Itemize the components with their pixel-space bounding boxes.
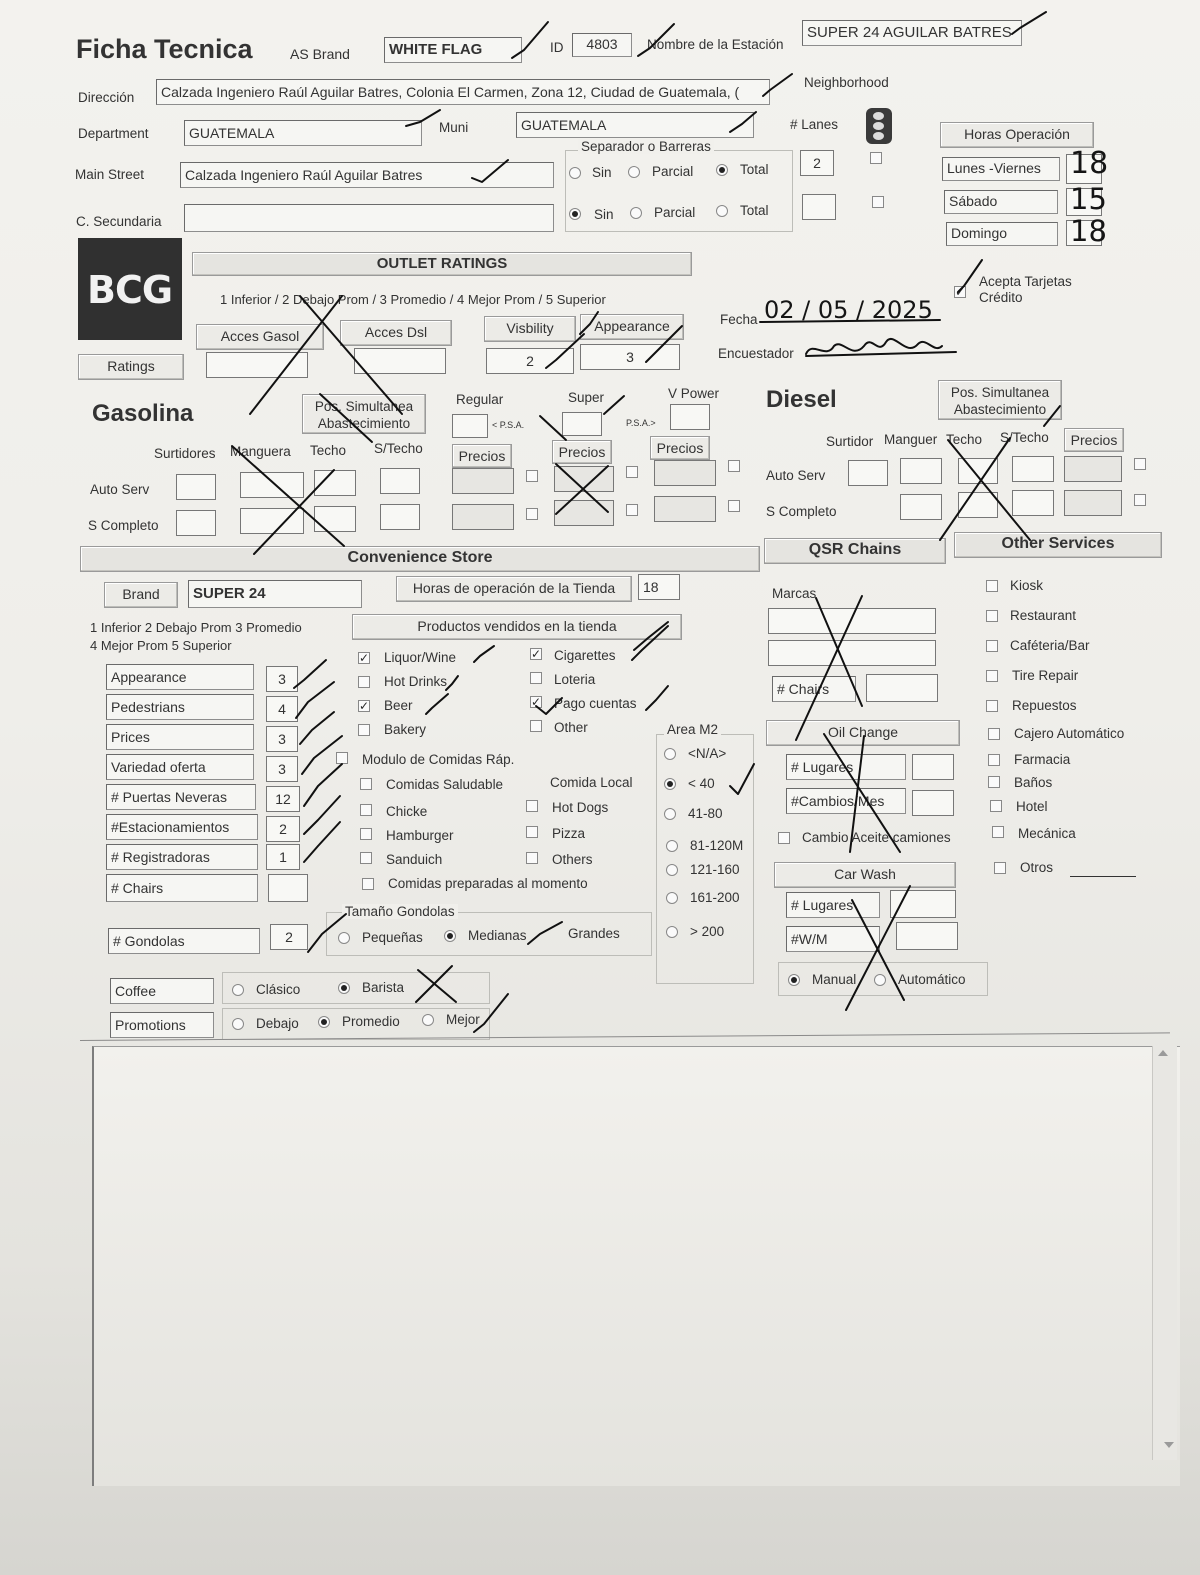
saturday-label: Sábado — [944, 190, 1058, 214]
ink-check-liquor — [474, 646, 494, 662]
oil-lugares-label: # Lugares — [786, 754, 906, 780]
department-label: Department — [78, 126, 149, 141]
brand-field[interactable]: WHITE FLAG — [384, 37, 522, 63]
loteria-label: Loteria — [554, 672, 596, 687]
hotel-checkbox[interactable] — [990, 800, 1002, 812]
others-food-label: Others — [552, 852, 593, 867]
ratings-scale-text: 1 Inferior / 2 Debajo Prom / 3 Promedio / 4 Mejor Prom / 5 Superior — [220, 292, 606, 307]
coffee-label: Coffee — [110, 978, 214, 1004]
saturday-hours-value: 15 — [1070, 182, 1107, 216]
acces-dsl-field[interactable] — [354, 348, 446, 374]
convenience-store-title: Convenience Store — [80, 546, 760, 572]
separator1-parcial-label: Parcial — [652, 164, 694, 179]
separator-label: Separador o Barreras — [578, 139, 714, 154]
hotel-label: Hotel — [1016, 799, 1048, 814]
area-81-120-label: 81-120M — [690, 838, 744, 853]
gondola-small-radio[interactable] — [338, 932, 350, 944]
loteria-checkbox[interactable] — [530, 672, 542, 684]
bakery-checkbox[interactable] — [358, 724, 370, 736]
gas-regular-field[interactable] — [452, 414, 488, 438]
encuestador-label: Encuestador — [718, 346, 794, 361]
gas-precios-super: Precios — [552, 440, 612, 464]
secondary-street-field[interactable] — [184, 204, 554, 232]
gas-pos-simultanea: Pos. Simultanea Abastecimiento — [302, 394, 426, 434]
diesel-auto-checkbox[interactable] — [1134, 458, 1146, 470]
promo-mejor-label: Mejor — [446, 1012, 480, 1027]
pago-cuentas-label: Pago cuentas — [554, 696, 637, 711]
separator2-total-label: Total — [740, 203, 769, 218]
hours-title: Horas Operación — [940, 122, 1094, 148]
prepared-food-label: Comidas preparadas al momento — [388, 876, 588, 891]
gas-full-surtidores[interactable] — [176, 510, 216, 536]
food-module-label: Modulo de Comidas Ráp. — [362, 752, 515, 767]
diesel-full-stecho[interactable] — [1012, 490, 1054, 516]
coffee-clasico-radio[interactable] — [232, 984, 244, 996]
ink-check-beer — [426, 694, 448, 714]
farmacia-label: Farmacia — [1014, 752, 1071, 767]
metric-label-registradoras: # Registradoras — [106, 844, 258, 870]
coffee-clasico-label: Clásico — [256, 982, 301, 997]
area-81-120-radio[interactable] — [666, 840, 678, 852]
diesel-full-price[interactable] — [1064, 490, 1122, 516]
area-lt40-radio[interactable] — [664, 778, 676, 790]
carwash-auto-label: Automático — [898, 972, 966, 987]
scroll-up-icon[interactable] — [1158, 1050, 1168, 1056]
gas-full-price-super[interactable] — [554, 500, 614, 526]
visibility-header: Visbility — [484, 316, 576, 342]
promo-promedio-radio[interactable] — [318, 1016, 330, 1028]
gas-psa-right: P.S.A.> — [626, 418, 656, 428]
ink-cross-gas-super — [604, 396, 624, 414]
acces-gasol-header: Acces Gasol — [196, 324, 324, 350]
fecha-label: Fecha — [720, 312, 758, 327]
metric-value-puertas[interactable]: 12 — [266, 786, 300, 812]
sunday-label: Domingo — [946, 222, 1058, 246]
healthy-food-checkbox[interactable] — [360, 778, 372, 790]
banos-checkbox[interactable] — [988, 776, 1000, 788]
lanes-checkbox-2[interactable] — [872, 196, 884, 208]
separator2-sin-label: Sin — [594, 207, 614, 222]
sandwich-checkbox[interactable] — [360, 852, 372, 864]
carwash-lugares-label: # Lugares — [786, 892, 880, 918]
muni-label: Muni — [439, 120, 469, 135]
prepared-food-checkbox[interactable] — [362, 878, 374, 890]
accepts-cards-checkbox[interactable]: ✓ — [955, 285, 966, 299]
metric-value-chairs[interactable] — [268, 874, 308, 902]
main-street-label: Main Street — [75, 167, 145, 182]
other-product-label: Other — [554, 720, 588, 735]
id-label: ID — [550, 40, 564, 55]
oil-cambios-label: #Cambios/Mes — [786, 788, 906, 814]
gas-full-super-checkbox[interactable] — [626, 504, 638, 516]
accepts-cards-label: Acepta Tarjetas Crédito — [979, 274, 1072, 305]
carwash-wm-label: #W/M — [786, 926, 880, 952]
food-module-checkbox[interactable] — [336, 752, 348, 764]
beer-checkbox[interactable]: ✓ — [359, 699, 370, 713]
store-scale-line2: 4 Mejor Prom 5 Superior — [90, 638, 232, 653]
bcg-logo — [78, 238, 182, 340]
separator1-parcial-radio[interactable] — [628, 166, 640, 178]
promo-mejor-radio[interactable] — [422, 1014, 434, 1026]
diesel-col-surtidor: Surtidor — [826, 434, 874, 449]
gas-auto-surtidores[interactable] — [176, 474, 216, 500]
gas-col-surtidores: Surtidores — [154, 446, 216, 461]
hot-dogs-label: Hot Dogs — [552, 800, 609, 815]
products-sold-header: Productos vendidos en la tienda — [352, 614, 682, 640]
gas-auto-serv-label: Auto Serv — [90, 482, 150, 497]
metric-value-variedad[interactable]: 3 — [266, 756, 298, 782]
sandwich-label: Sanduich — [386, 852, 443, 867]
scroll-down-icon[interactable] — [1164, 1442, 1174, 1448]
brand-label: AS Brand — [290, 46, 350, 62]
gas-col-stecho: S/Techo — [374, 441, 423, 456]
kiosk-checkbox[interactable] — [986, 580, 998, 592]
lanes-field-2[interactable] — [802, 194, 836, 220]
gas-full-vpower-checkbox[interactable] — [728, 500, 740, 512]
others-food-checkbox[interactable] — [526, 852, 538, 864]
gas-full-regular-checkbox[interactable] — [526, 508, 538, 520]
diesel-auto-manguer[interactable] — [900, 458, 942, 484]
ink-check-metric-estac — [304, 796, 340, 834]
mecanica-label: Mecánica — [1018, 826, 1076, 841]
gas-auto-price-regular[interactable] — [452, 468, 514, 494]
oil-cambios-field[interactable] — [912, 790, 954, 816]
gondola-size-label: Tamaño Gondolas — [342, 904, 458, 919]
diesel-col-manguer: Manguer — [884, 432, 938, 447]
area-na-label: <N/A> — [688, 746, 727, 761]
hot-dogs-checkbox[interactable] — [526, 800, 538, 812]
weekdays-hours-value: 18 — [1070, 146, 1109, 181]
ink-signature — [806, 339, 956, 356]
visibility-field[interactable]: 2 — [486, 348, 574, 374]
gondola-small-label: Pequeñas — [362, 930, 423, 945]
promo-debajo-radio[interactable] — [232, 1018, 244, 1030]
other-product-checkbox[interactable] — [530, 720, 542, 732]
diesel-precios: Precios — [1064, 428, 1124, 452]
atm-checkbox[interactable] — [988, 728, 1000, 740]
gas-s-completo-label: S Completo — [88, 518, 159, 533]
gas-auto-manguera[interactable] — [240, 472, 304, 498]
coffee-barista-label: Barista — [362, 980, 405, 995]
ratings-row-label: Ratings — [78, 354, 184, 380]
gas-vpower-field[interactable] — [670, 404, 710, 430]
diesel-auto-stecho[interactable] — [1012, 456, 1054, 482]
metric-value-registradoras[interactable]: 1 — [266, 844, 300, 870]
appearance-field[interactable]: 3 — [580, 344, 680, 370]
truck-oil-change-label: Cambio Aceite camiones — [802, 830, 951, 845]
repuestos-checkbox[interactable] — [986, 700, 998, 712]
diesel-col-techo: Techo — [946, 432, 983, 447]
metric-label-variedad: Variedad oferta — [106, 754, 254, 780]
station-label: Nombre de la Estación — [647, 37, 784, 52]
chicken-label: Chicke — [386, 804, 428, 819]
cigarettes-checkbox[interactable]: ✓ — [531, 647, 542, 661]
area-gt200-label: > 200 — [690, 924, 725, 939]
area-label: Area M2 — [664, 722, 721, 737]
otros-underline — [1070, 876, 1136, 877]
gas-auto-stecho[interactable] — [380, 468, 420, 494]
gas-auto-price-super[interactable] — [554, 466, 614, 492]
marcas-field-1[interactable] — [768, 608, 936, 634]
carwash-auto-radio[interactable] — [874, 974, 886, 986]
area-161-200-radio[interactable] — [666, 892, 678, 904]
bcg-logo-text: BCG — [87, 268, 173, 312]
diesel-pos-simultanea: Pos. Simultanea Abastecimiento — [938, 380, 1062, 420]
metric-label-pedestrians: Pedestrians — [106, 694, 254, 720]
mecanica-checkbox[interactable] — [992, 826, 1004, 838]
pizza-checkbox[interactable] — [526, 826, 538, 838]
promo-promedio-label: Promedio — [342, 1014, 400, 1029]
diesel-auto-price[interactable] — [1064, 456, 1122, 482]
acces-dsl-header: Acces Dsl — [340, 320, 452, 346]
id-field[interactable]: 4803 — [572, 33, 632, 57]
store-hours-label: Horas de operación de la Tienda — [396, 576, 632, 602]
qsr-chains-title: QSR Chains — [764, 538, 946, 564]
separator1-sin-label: Sin — [592, 165, 612, 180]
hot-drinks-checkbox[interactable] — [358, 676, 370, 688]
promo-debajo-label: Debajo — [256, 1016, 299, 1031]
ink-check-hot-drinks — [446, 676, 458, 690]
diesel-auto-surtidor[interactable] — [848, 460, 888, 486]
separator1-sin-radio[interactable] — [569, 167, 581, 179]
atm-label: Cajero Automático — [1014, 726, 1125, 741]
store-hours-field[interactable]: 18 — [638, 574, 680, 600]
carwash-wm-field[interactable] — [896, 922, 958, 950]
appearance-header: Appearance — [580, 314, 684, 340]
marcas-field-2[interactable] — [768, 640, 936, 666]
separator1-total-radio[interactable] — [716, 164, 728, 176]
muni-field[interactable]: GUATEMALA — [516, 112, 754, 138]
separator2-parcial-radio[interactable] — [630, 207, 642, 219]
qsr-chairs-label: # Chairs — [772, 676, 856, 702]
area-lt40-label: < 40 — [688, 776, 715, 791]
carwash-manual-label: Manual — [812, 972, 857, 987]
diesel-auto-techo[interactable] — [958, 458, 998, 484]
gas-super-label: Super — [568, 390, 605, 405]
diesel-col-stecho: S/Techo — [1000, 430, 1049, 445]
metric-label-appearance: Appearance — [106, 664, 254, 690]
gas-full-price-vpower[interactable] — [654, 496, 716, 522]
diesel-s-completo-label: S Completo — [766, 504, 837, 519]
diesel-auto-serv-label: Auto Serv — [766, 468, 826, 483]
beer-label: Beer — [384, 698, 413, 713]
notes-area[interactable] — [92, 1046, 1180, 1486]
gas-regular-label: Regular — [456, 392, 504, 407]
liquor-wine-label: Liquor/Wine — [384, 650, 457, 665]
metric-value-pedestrians[interactable]: 4 — [266, 696, 298, 722]
secondary-street-label: C. Secundaria — [76, 214, 162, 229]
ink-check-pago-2 — [646, 686, 668, 710]
ink-check-metric-regist — [304, 822, 340, 862]
gas-psa-left: < P.S.A. — [492, 420, 525, 430]
area-121-160-radio[interactable] — [666, 864, 678, 876]
diesel-title: Diesel — [766, 386, 837, 413]
ink-check-metric-prices — [300, 712, 334, 744]
pizza-label: Pizza — [552, 826, 586, 841]
gondola-medium-label: Medianas — [468, 928, 527, 943]
main-street-field[interactable]: Calzada Ingeniero Raúl Aguilar Batres — [180, 162, 554, 188]
separator2-total-radio[interactable] — [716, 205, 728, 217]
traffic-light-icon — [866, 108, 892, 144]
notes-scrollbar[interactable] — [1152, 1046, 1177, 1460]
outlet-ratings-title: OUTLET RATINGS — [192, 252, 692, 276]
kiosk-label: Kiosk — [1010, 578, 1044, 593]
gas-precios-vpower: Precios — [650, 436, 710, 460]
gasolina-title: Gasolina — [92, 400, 194, 427]
metric-value-gondolas[interactable]: 2 — [270, 924, 308, 950]
metric-value-estacionamientos[interactable]: 2 — [266, 816, 300, 842]
weekdays-label: Lunes -Viernes — [942, 157, 1060, 181]
metric-label-gondolas: # Gondolas — [108, 928, 260, 954]
gas-precios-regular: Precios — [452, 444, 512, 468]
oil-change-header: Oil Change — [766, 720, 960, 746]
tire-repair-checkbox[interactable] — [986, 670, 998, 682]
page-title: Ficha Tecnica — [76, 34, 253, 64]
cafeteria-checkbox[interactable] — [986, 640, 998, 652]
ink-check-metric-puertas — [304, 764, 342, 806]
station-field[interactable]: SUPER 24 AGUILAR BATRES — [802, 20, 1022, 46]
gas-auto-techo[interactable] — [314, 470, 356, 496]
oil-lugares-field[interactable] — [912, 754, 954, 780]
cafeteria-label: Caféteria/Bar — [1010, 638, 1090, 653]
store-brand-label: Brand — [104, 582, 178, 608]
gas-auto-super-checkbox[interactable] — [626, 466, 638, 478]
gas-auto-price-vpower[interactable] — [654, 460, 716, 486]
gondola-medium-radio[interactable] — [444, 930, 456, 942]
lanes-checkbox-1[interactable] — [870, 152, 882, 164]
marcas-label: Marcas — [772, 586, 817, 601]
gas-col-manguera: Manguera — [230, 444, 291, 459]
metric-value-appearance[interactable]: 3 — [266, 666, 298, 692]
gas-col-techo: Techo — [310, 443, 347, 458]
gas-auto-regular-checkbox[interactable] — [526, 470, 538, 482]
area-41-80-label: 41-80 — [688, 806, 723, 821]
tire-repair-label: Tire Repair — [1012, 668, 1079, 683]
address-field[interactable]: Calzada Ingeniero Raúl Aguilar Batres, Colonia El Carmen, Zona 12, Ciudad de Guatemala, ( — [156, 79, 770, 105]
area-121-160-label: 121-160 — [690, 862, 740, 877]
hot-drinks-label: Hot Drinks — [384, 674, 448, 689]
diesel-full-checkbox[interactable] — [1134, 494, 1146, 506]
area-na-radio[interactable] — [664, 748, 676, 760]
gondola-large-label: Grandes — [568, 926, 620, 941]
hamburger-label: Hamburger — [386, 828, 454, 843]
lanes-field-1[interactable]: 2 — [800, 150, 834, 176]
otros-label: Otros — [1020, 860, 1054, 875]
area-41-80-radio[interactable] — [664, 808, 676, 820]
store-scale-line1: 1 Inferior 2 Debajo Prom 3 Promedio — [90, 620, 302, 635]
truck-oil-change-checkbox[interactable] — [778, 832, 790, 844]
gas-full-price-regular[interactable] — [452, 504, 514, 530]
area-161-200-label: 161-200 — [690, 890, 740, 905]
diesel-full-manguer[interactable] — [900, 494, 942, 520]
ink-check-metric-appearance — [294, 660, 326, 688]
area-group — [656, 734, 754, 984]
gas-full-stecho[interactable] — [380, 504, 420, 530]
hamburger-checkbox[interactable] — [360, 828, 372, 840]
cigarettes-label: Cigarettes — [554, 648, 616, 663]
lanes-label: # Lanes — [790, 117, 839, 132]
department-field[interactable]: GUATEMALA — [184, 120, 422, 146]
separator2-parcial-label: Parcial — [654, 205, 696, 220]
car-wash-header: Car Wash — [774, 862, 956, 888]
metric-label-chairs: # Chairs — [106, 874, 258, 902]
neighborhood-label: Neighborhood — [804, 75, 889, 90]
gas-auto-vpower-checkbox[interactable] — [728, 460, 740, 472]
fecha-value: 02 / 05 / 2025 — [764, 296, 933, 324]
liquor-wine-checkbox[interactable]: ✓ — [359, 651, 370, 665]
pago-cuentas-checkbox[interactable]: ✓ — [531, 695, 542, 709]
coffee-barista-radio[interactable] — [338, 982, 350, 994]
restaurant-label: Restaurant — [1010, 608, 1077, 623]
separator2-sin-radio[interactable] — [569, 208, 581, 220]
sunday-hours-value: 18 — [1070, 214, 1107, 248]
carwash-lugares-field[interactable] — [890, 890, 956, 918]
ink-check-metric-pedestrians — [296, 682, 334, 718]
gas-full-techo[interactable] — [314, 506, 356, 532]
repuestos-label: Repuestos — [1012, 698, 1077, 713]
restaurant-checkbox[interactable] — [986, 610, 998, 622]
chicken-checkbox[interactable] — [360, 804, 372, 816]
other-services-title: Other Services — [954, 532, 1162, 558]
metric-value-prices[interactable]: 3 — [266, 726, 298, 752]
diesel-full-techo[interactable] — [958, 492, 998, 518]
store-brand-field[interactable]: SUPER 24 — [188, 580, 362, 608]
otros-checkbox[interactable] — [994, 862, 1006, 874]
ink-cross-diesel-1 — [940, 438, 1010, 540]
gas-super-field[interactable] — [562, 412, 602, 436]
gas-full-manguera[interactable] — [240, 508, 304, 534]
bakery-label: Bakery — [384, 722, 427, 737]
address-label: Dirección — [78, 90, 135, 105]
metric-label-prices: Prices — [106, 724, 254, 750]
healthy-food-label: Comidas Saludable — [386, 777, 504, 792]
carwash-manual-radio[interactable] — [788, 974, 800, 986]
area-gt200-radio[interactable] — [666, 926, 678, 938]
acces-gasol-field[interactable] — [206, 352, 308, 378]
local-food-label: Comida Local — [550, 775, 633, 790]
banos-label: Baños — [1014, 775, 1053, 790]
metric-label-estacionamientos: #Estacionamientos — [106, 814, 258, 840]
qsr-chairs-field[interactable] — [866, 674, 938, 702]
separator1-total-label: Total — [740, 162, 769, 177]
metric-label-puertas: # Puertas Neveras — [106, 784, 256, 810]
farmacia-checkbox[interactable] — [988, 754, 1000, 766]
gas-vpower-label: V Power — [668, 386, 720, 401]
promotions-label: Promotions — [110, 1012, 214, 1038]
